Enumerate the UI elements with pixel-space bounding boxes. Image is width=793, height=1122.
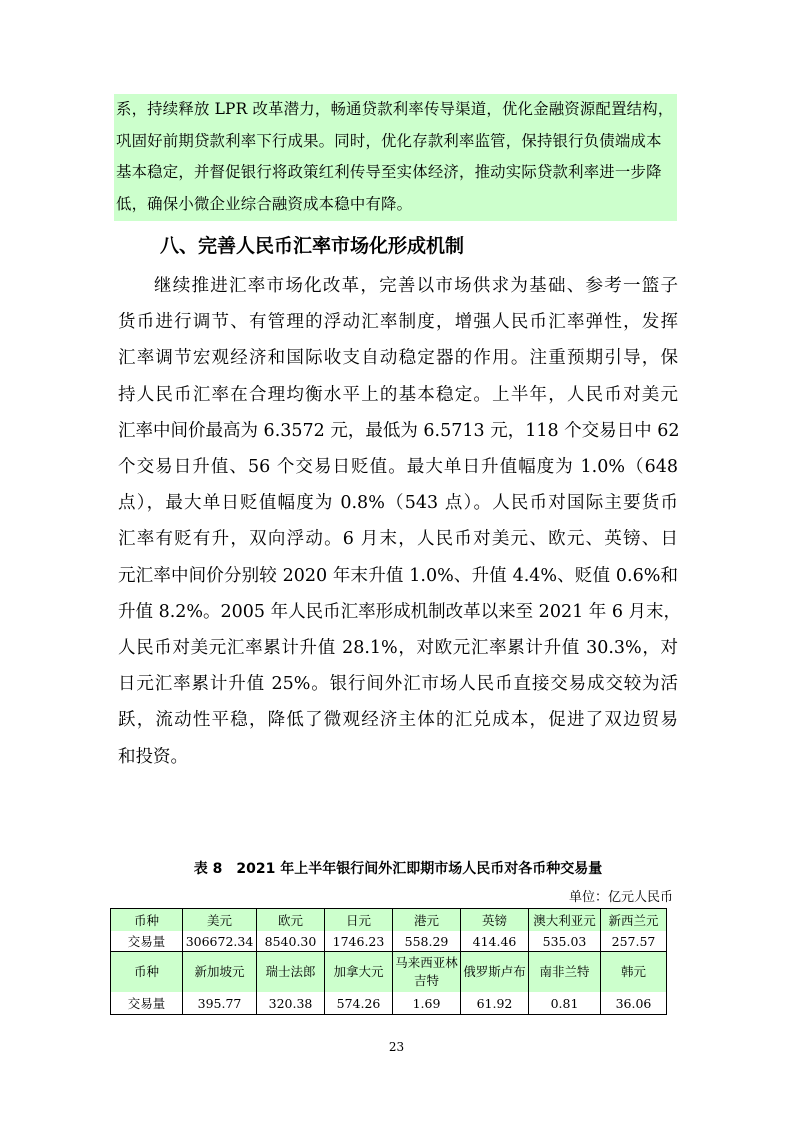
table-cell: 306672.34 [183,931,257,952]
table-header-cell: 美元 [183,909,257,932]
body-line: 个交易日升值、56 个交易日贬值。最大单日升值幅度为 1.0%（648 [118,457,678,478]
body-line: 人民币对美元汇率累计升值 28.1%，对欧元汇率累计升值 30.3%，对 [118,638,678,659]
table-cell: 395.77 [183,992,257,1015]
table-cell: 535.03 [529,931,601,952]
table-header-cell: 南非兰特 [529,952,601,993]
highlight-line: 低，确保小微企业综合融资成本稳中有降。 [116,194,413,213]
table-header-cell: 新西兰元 [601,909,667,932]
table-cell: 414.46 [461,931,529,952]
table-cell: 320.38 [257,992,325,1015]
body-line: 持人民币汇率在合理均衡水平上的基本稳定。上半年，人民币对美元 [118,384,678,405]
table-header-cell: 日元 [325,909,393,932]
table-cell: 574.26 [325,992,393,1015]
table-cell: 交易量 [111,992,183,1015]
table-header-row [111,909,667,932]
body-line: 元汇率中间价分别较 2020 年末升值 1.0%、升值 4.4%、贬值 0.6%和 [118,565,678,586]
table-header-row [111,952,667,993]
table-cell: 558.29 [393,931,461,952]
table-header-cell: 币种 [111,909,183,932]
table-cell: 1.69 [393,992,461,1015]
table-cell: 257.57 [601,931,667,952]
table-header-cell: 俄罗斯卢布 [461,952,529,993]
table-cell: 1746.23 [325,931,393,952]
table-caption: 表 8 2021 年上半年银行间外汇即期市场人民币对各币种交易量 [193,861,603,877]
table-cell: 交易量 [111,931,183,952]
currency-volume-table [110,908,667,1015]
table-cell: 36.06 [601,992,667,1015]
table-header-cell: 币种 [111,952,183,993]
table-header-cell: 港元 [393,909,461,932]
table-header-cell: 英镑 [461,909,529,932]
table-header-cell: 韩元 [601,952,667,993]
table-header-cell: 欧元 [257,909,325,932]
table-cell: 61.92 [461,992,529,1015]
body-line: 跃，流动性平稳，降低了微观经济主体的汇兑成本，促进了双边贸易 [118,710,678,731]
table-header-cell: 澳大利亚元 [529,909,601,932]
table-header-cell: 马来西亚林吉特 [393,952,461,993]
body-line: 日元汇率累计升值 25%。银行间外汇市场人民币直接交易成交较为活 [118,674,678,695]
highlight-line: 巩固好前期贷款利率下行成果。同时，优化存款利率监管，保持银行负债端成本 [116,131,662,150]
table-cell: 0.81 [529,992,601,1015]
body-line: 货币进行调节、有管理的浮动汇率制度，增强人民币汇率弹性，发挥 [118,312,678,333]
highlight-paragraph [114,94,677,221]
highlight-line: 系，持续释放 LPR 改革潜力，畅通贷款利率传导渠道，优化金融资源配置结构， [116,100,674,118]
body-line: 汇率调节宏观经济和国际收支自动稳定器的作用。注重预期引导，保 [118,348,678,369]
body-line: 继续推进汇率市场化改革，完善以市场供求为基础、参考一篮子 [154,276,678,296]
table-row [111,992,667,1015]
body-paragraph [118,268,682,775]
table-header-cell: 新加坡元 [183,952,257,993]
body-line: 升值 8.2%。2005 年人民币汇率形成机制改革以来至 2021 年 6 月末， [118,601,682,622]
table-row [111,931,667,952]
table-cell: 8540.30 [257,931,325,952]
section-heading: 八、完善人民币汇率市场化形成机制 [160,235,465,257]
table-unit: 单位：亿元人民币 [568,890,673,905]
body-line: 汇率中间价最高为 6.3572 元，最低为 6.5713 元，118 个交易日中 62 [118,420,680,441]
body-line: 点），最大单日贬值幅度为 0.8%（543 点）。人民币对国际主要货币 [118,493,678,514]
table-header-cell: 加拿大元 [325,952,393,993]
table-header-cell: 瑞士法郎 [257,952,325,993]
highlight-line: 基本稳定，并督促银行将政策红利传导至实体经济，推动实际贷款利率进一步降 [116,163,662,181]
body-line: 和投资。 [118,746,188,767]
page-number: 23 [388,1040,405,1054]
body-line: 汇率有贬有升，双向浮动。6 月末，人民币对美元、欧元、英镑、日 [118,529,678,550]
